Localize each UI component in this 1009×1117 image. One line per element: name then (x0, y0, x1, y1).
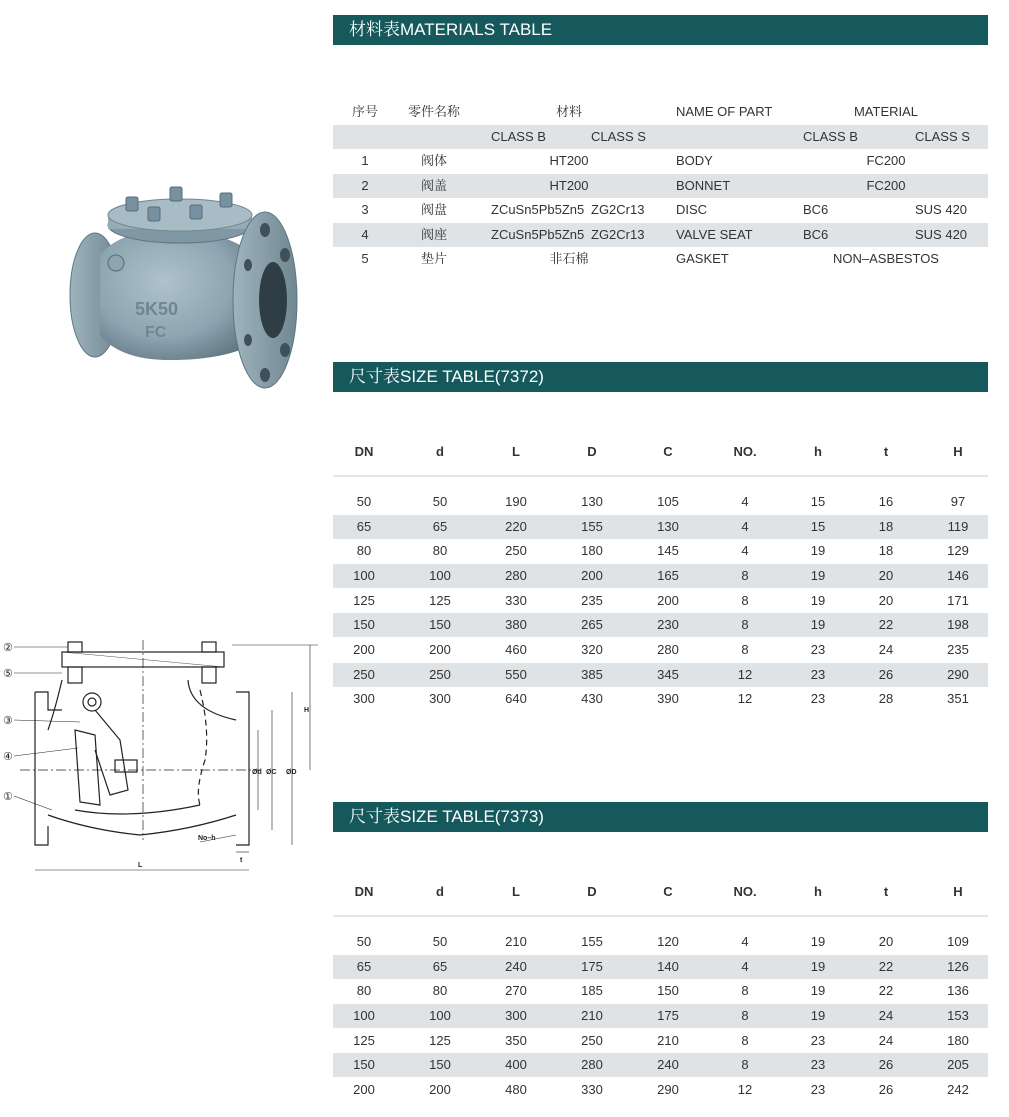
cell-t: 22 (878, 958, 894, 974)
cell-hh: 180 (947, 1032, 969, 1048)
cell-t: 26 (878, 1057, 894, 1073)
column-header-c: C (663, 444, 673, 459)
dim-label-d: Ød (252, 769, 262, 776)
row-part-cn: 垫片 (420, 251, 448, 267)
row-material-cn: HT200 (549, 177, 589, 193)
column-header-dn: DN (354, 884, 374, 899)
cell-dd: 265 (581, 617, 603, 633)
cell-l: 190 (505, 494, 527, 509)
cell-c: 130 (657, 518, 679, 534)
cell-dn: 125 (353, 592, 375, 608)
cell-hh: 242 (947, 1081, 969, 1097)
cell-h: 23 (810, 666, 826, 682)
size-header-row (333, 880, 988, 904)
column-header-dd: D (587, 884, 597, 899)
materials-row (333, 223, 988, 247)
cell-l: 240 (505, 958, 527, 974)
header-rule (333, 915, 988, 917)
cell-t: 20 (878, 592, 894, 608)
cell-no: 12 (737, 666, 753, 682)
cell-t: 26 (878, 1081, 894, 1097)
cell-h: 19 (810, 934, 826, 949)
column-header-d: d (436, 444, 444, 459)
cell-dn: 100 (353, 567, 375, 583)
cell-hh: 290 (947, 666, 969, 682)
cell-l: 640 (505, 691, 527, 707)
materials-row (333, 198, 988, 222)
cell-l: 270 (505, 983, 527, 999)
dim-label-t: t (240, 857, 243, 864)
cell-dd: 320 (581, 641, 603, 657)
cell-t: 18 (878, 518, 894, 534)
cell-hh: 205 (947, 1057, 969, 1073)
table-row (333, 589, 988, 613)
cell-d: 125 (429, 1032, 451, 1048)
cell-t: 20 (878, 567, 894, 583)
cast-text-2: FC (145, 324, 167, 341)
column-header-l: L (512, 444, 520, 459)
cast-text-1: 5K50 (135, 299, 179, 319)
row-part-cn: 阀盖 (420, 177, 448, 193)
cell-dd: 330 (581, 1081, 603, 1097)
cell-l: 220 (505, 518, 527, 534)
column-header-l: L (512, 884, 520, 899)
table-row (333, 663, 988, 687)
cell-hh: 97 (950, 494, 966, 509)
callout-2: ② (3, 642, 13, 654)
cell-hh: 153 (947, 1007, 969, 1023)
row-part-cn: 阀盘 (420, 202, 448, 218)
cell-no: 12 (737, 691, 753, 707)
header-no: 序号 (351, 104, 379, 119)
table-row (333, 564, 988, 588)
cell-dn: 65 (356, 958, 372, 974)
cell-dn: 150 (353, 1057, 375, 1073)
table-row (333, 930, 988, 954)
cell-t: 22 (878, 617, 894, 633)
cell-l: 250 (505, 543, 527, 559)
cell-h: 23 (810, 691, 826, 707)
cell-no: 4 (741, 958, 749, 974)
row-part-en: DISC (676, 202, 708, 218)
column-header-no: NO. (733, 444, 757, 459)
cell-no: 8 (741, 1032, 749, 1048)
row-part-en: GASKET (676, 251, 729, 267)
column-header-h: h (814, 444, 822, 459)
table-row (333, 979, 988, 1003)
dim-label-dd: ØD (286, 769, 297, 776)
cell-dn: 125 (353, 1032, 375, 1048)
row-part-en: BODY (676, 153, 713, 168)
column-header-h: h (814, 884, 822, 899)
row-material-en: NON–ASBESTOS (833, 251, 939, 267)
cell-l: 380 (505, 617, 527, 633)
cell-h: 23 (810, 1057, 826, 1073)
cell-no: 8 (741, 592, 749, 608)
cell-c: 140 (657, 958, 679, 974)
row-class-b-en: BC6 (803, 226, 829, 242)
cell-h: 15 (810, 518, 826, 534)
cell-c: 150 (657, 983, 679, 999)
cell-hh: 171 (947, 592, 969, 608)
cell-dn: 200 (353, 1081, 375, 1097)
cell-hh: 119 (947, 518, 969, 534)
dim-label-l: L (138, 862, 143, 869)
cell-l: 350 (505, 1032, 527, 1048)
cell-d: 50 (432, 494, 448, 509)
size-7373-title-bar: 尺寸表SIZE TABLE(7373) (333, 802, 988, 832)
cell-dn: 65 (356, 518, 372, 534)
valve-section-drawing (0, 630, 330, 880)
cell-d: 125 (429, 592, 451, 608)
row-class-s-cn: ZG2Cr13 (591, 226, 645, 242)
column-header-d: d (436, 884, 444, 899)
materials-table (333, 100, 988, 275)
cell-c: 145 (657, 543, 679, 559)
column-header-dn: DN (354, 444, 374, 459)
materials-row (333, 149, 988, 173)
cell-dn: 100 (353, 1007, 375, 1023)
header-part-cn: 零件名称 (407, 104, 461, 119)
cell-dd: 180 (581, 543, 603, 559)
size-table-7373 (333, 880, 988, 1105)
cell-h: 19 (810, 543, 826, 559)
subheader-class-b-en: CLASS B (803, 129, 858, 144)
row-part-en: VALVE SEAT (676, 226, 753, 242)
cell-no: 8 (741, 617, 749, 633)
table-row (333, 1078, 988, 1102)
dim-label-c: ØC (266, 769, 277, 776)
cell-c: 390 (657, 691, 679, 707)
cell-dd: 130 (581, 494, 603, 509)
cell-no: 4 (741, 934, 749, 949)
row-class-b-cn: ZCuSn5Pb5Zn5 (491, 226, 585, 242)
cell-dd: 155 (581, 934, 603, 949)
cell-t: 20 (878, 934, 894, 949)
table-row (333, 1053, 988, 1077)
table-row (333, 638, 988, 662)
cell-d: 80 (432, 543, 448, 559)
cell-dd: 250 (581, 1032, 603, 1048)
cell-t: 28 (878, 691, 894, 707)
cell-dn: 50 (356, 934, 372, 949)
materials-row (333, 174, 988, 198)
cell-t: 22 (878, 983, 894, 999)
cell-hh: 146 (947, 567, 969, 583)
size-7372-title-bar: 尺寸表SIZE TABLE(7372) (333, 362, 988, 392)
materials-subheader-row (333, 125, 988, 149)
cell-h: 19 (810, 567, 826, 583)
cell-c: 290 (657, 1081, 679, 1097)
column-header-t: t (883, 884, 889, 899)
cell-d: 100 (429, 567, 451, 583)
column-header-no: NO. (733, 884, 757, 899)
column-header-c: C (663, 884, 673, 899)
cell-d: 150 (429, 1057, 451, 1073)
cell-l: 280 (505, 567, 527, 583)
row-class-b-en: BC6 (803, 202, 829, 218)
callout-3: ③ (3, 715, 13, 727)
cell-d: 100 (429, 1007, 451, 1023)
size-header-row (333, 440, 988, 464)
header-material-cn: 材料 (555, 104, 583, 119)
cell-t: 18 (878, 543, 894, 559)
column-header-hh: H (953, 884, 963, 899)
cell-dd: 235 (581, 592, 603, 608)
cell-dn: 80 (356, 543, 372, 559)
row-part-en: BONNET (676, 177, 731, 193)
cell-c: 105 (657, 494, 679, 509)
column-header-dd: D (587, 444, 597, 459)
cell-c: 200 (657, 592, 679, 608)
cell-c: 175 (657, 1007, 679, 1023)
cell-dd: 175 (581, 958, 603, 974)
cell-l: 300 (505, 1007, 527, 1023)
table-row (333, 490, 988, 514)
table-row (333, 955, 988, 979)
cell-l: 210 (505, 934, 527, 949)
cell-hh: 109 (947, 934, 969, 949)
header-part-en: NAME OF PART (676, 104, 773, 119)
cell-l: 550 (505, 666, 527, 682)
row-no: 1 (361, 153, 369, 168)
cell-h: 23 (810, 1032, 826, 1048)
cell-d: 200 (429, 641, 451, 657)
cell-c: 240 (657, 1057, 679, 1073)
cell-h: 19 (810, 617, 826, 633)
table-row (333, 539, 988, 563)
cell-hh: 126 (947, 958, 969, 974)
cell-dd: 430 (581, 691, 603, 707)
cell-dn: 200 (353, 641, 375, 657)
cell-no: 8 (741, 641, 749, 657)
cell-c: 280 (657, 641, 679, 657)
cell-no: 4 (741, 543, 749, 559)
cell-dn: 50 (356, 494, 372, 509)
cell-h: 19 (810, 1007, 826, 1023)
cell-c: 165 (657, 567, 679, 583)
column-header-hh: H (953, 444, 963, 459)
row-part-cn: 阀座 (420, 226, 448, 242)
cell-no: 4 (741, 518, 749, 534)
cell-h: 23 (810, 641, 826, 657)
cell-t: 16 (878, 494, 894, 509)
cell-t: 24 (878, 1007, 894, 1023)
row-class-s-en: SUS 420 (915, 226, 968, 242)
cell-dd: 210 (581, 1007, 603, 1023)
cell-no: 8 (741, 1057, 749, 1073)
row-class-s-en: SUS 420 (915, 202, 968, 218)
size-table-7372 (333, 440, 988, 712)
subheader-class-s-en: CLASS S (915, 129, 970, 144)
cell-l: 480 (505, 1081, 527, 1097)
cell-hh: 129 (947, 543, 969, 559)
valve-photo (60, 175, 305, 400)
cell-hh: 351 (947, 691, 969, 707)
row-no: 4 (361, 226, 369, 242)
table-row (333, 515, 988, 539)
cell-l: 330 (505, 592, 527, 608)
cell-c: 210 (657, 1032, 679, 1048)
cell-no: 4 (741, 494, 749, 509)
callout-1: ① (3, 791, 13, 803)
callout-4: ④ (3, 751, 13, 763)
row-material-cn: 非石棉 (549, 251, 589, 267)
cell-no: 12 (737, 1081, 753, 1097)
row-class-b-cn: ZCuSn5Pb5Zn5 (491, 202, 585, 218)
cell-h: 19 (810, 983, 826, 999)
cell-hh: 136 (947, 983, 969, 999)
header-material-en: MATERIAL (853, 104, 919, 119)
cell-d: 200 (429, 1081, 451, 1097)
cell-dd: 155 (581, 518, 603, 534)
row-material-en: FC200 (866, 153, 906, 168)
cell-h: 15 (810, 494, 826, 509)
cell-t: 26 (878, 666, 894, 682)
row-material-cn: HT200 (549, 153, 589, 168)
cell-c: 345 (657, 666, 679, 682)
row-part-cn: 阀体 (420, 153, 448, 168)
table-row (333, 1004, 988, 1028)
materials-header-row (333, 100, 988, 124)
cell-h: 23 (810, 1081, 826, 1097)
cell-dn: 300 (353, 691, 375, 707)
subheader-class-b-cn: CLASS B (491, 129, 546, 144)
column-header-t: t (883, 444, 889, 459)
cell-no: 8 (741, 1007, 749, 1023)
cell-d: 150 (429, 617, 451, 633)
dim-label-noh: No–h (198, 835, 216, 842)
cell-no: 8 (741, 983, 749, 999)
cell-c: 230 (657, 617, 679, 633)
row-no: 3 (361, 202, 369, 218)
cell-d: 250 (429, 666, 451, 682)
cell-d: 50 (432, 934, 448, 949)
cell-no: 8 (741, 567, 749, 583)
materials-title-bar: 材料表MATERIALS TABLE (333, 15, 988, 45)
cell-dd: 280 (581, 1057, 603, 1073)
cell-t: 24 (878, 1032, 894, 1048)
table-row (333, 687, 988, 711)
cell-h: 19 (810, 958, 826, 974)
cell-hh: 198 (947, 617, 969, 633)
cell-dd: 385 (581, 666, 603, 682)
row-class-s-cn: ZG2Cr13 (591, 202, 645, 218)
row-no: 5 (361, 251, 369, 267)
cell-d: 80 (432, 983, 448, 999)
cell-dn: 80 (356, 983, 372, 999)
cell-l: 400 (505, 1057, 527, 1073)
cell-l: 460 (505, 641, 527, 657)
cell-d: 65 (432, 958, 448, 974)
header-rule (333, 475, 988, 477)
cell-h: 19 (810, 592, 826, 608)
table-row (333, 1029, 988, 1053)
cell-dd: 185 (581, 983, 603, 999)
callout-5: ⑤ (3, 668, 13, 680)
cell-t: 24 (878, 641, 894, 657)
cell-hh: 235 (947, 641, 969, 657)
cell-d: 65 (432, 518, 448, 534)
row-material-en: FC200 (866, 177, 906, 193)
cell-dn: 250 (353, 666, 375, 682)
subheader-class-s-cn: CLASS S (591, 129, 646, 144)
row-no: 2 (361, 177, 369, 193)
cell-dd: 200 (581, 567, 603, 583)
materials-row (333, 247, 988, 271)
cell-c: 120 (657, 934, 679, 949)
cell-dn: 150 (353, 617, 375, 633)
table-row (333, 613, 988, 637)
cell-d: 300 (429, 691, 451, 707)
dim-label-h: H (304, 707, 310, 714)
